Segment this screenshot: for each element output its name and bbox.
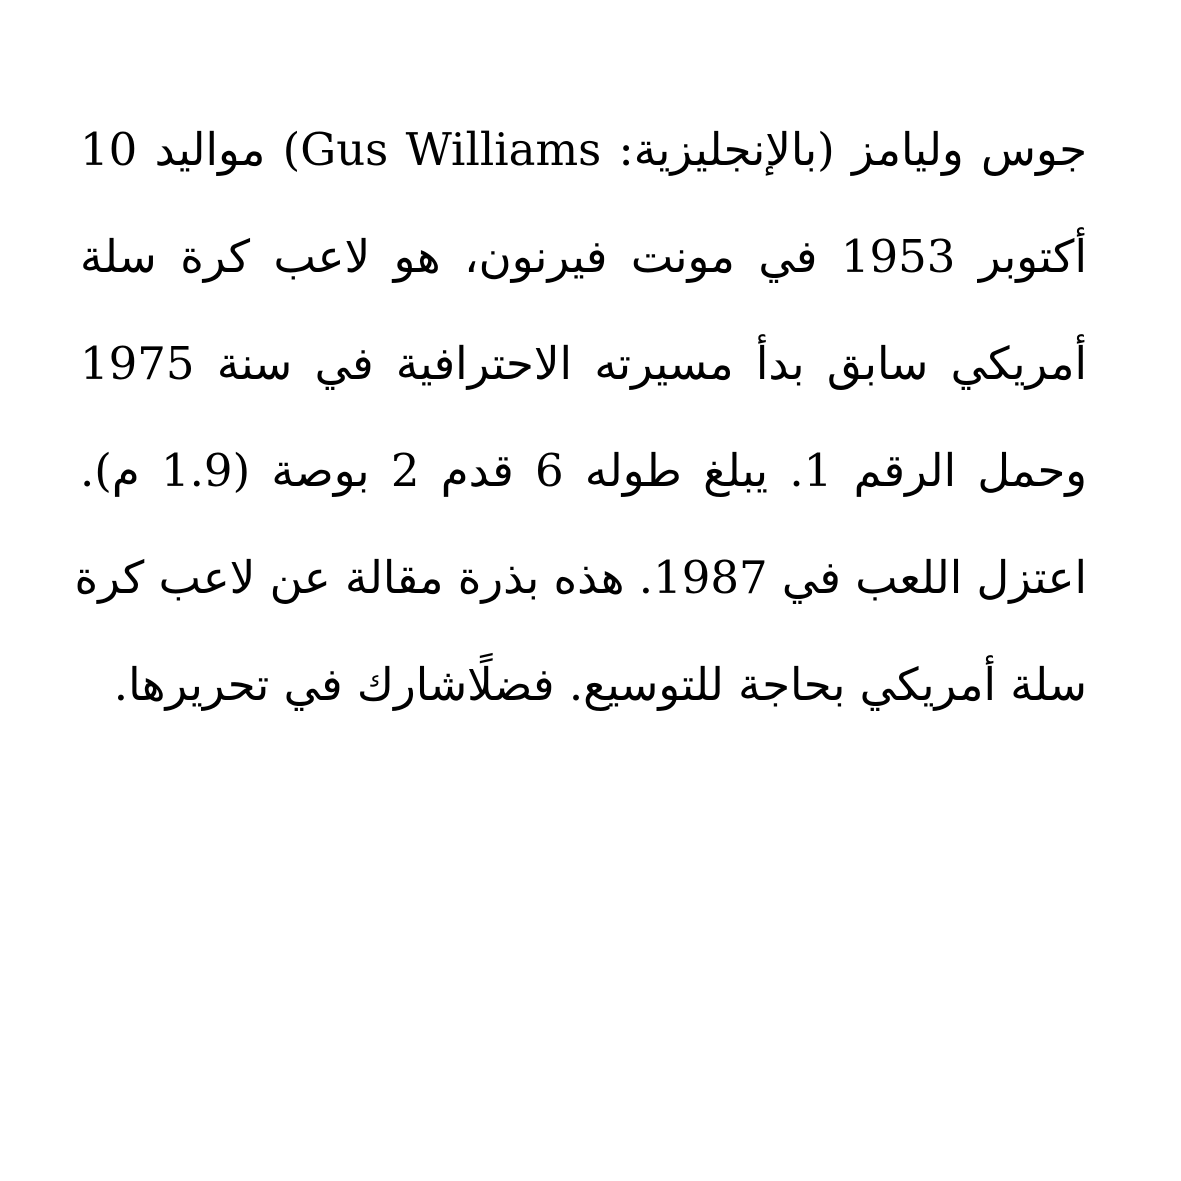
article-body — [74, 96, 1088, 738]
article-line: أمريكي سابق بدأ مسيرته الاحترافية في سنة 1975 — [80, 337, 1087, 390]
article-line: سلة أمريكي بحاجة للتوسيع. فضلًاشارك في تحريرها. — [113, 658, 1087, 711]
article-line: جوس وليامز (بالإنجليزية: Gus Williams) مواليد 10 — [80, 123, 1088, 176]
article-line: اعتزل اللعب في 1987. هذه بذرة مقالة عن لاعب كرة — [74, 551, 1087, 604]
article-line: وحمل الرقم 1. يبلغ طوله 6 قدم 2 بوصة (1.9 م). — [80, 444, 1087, 497]
article-line: أكتوبر 1953 في مونت فيرنون، هو لاعب كرة سلة — [80, 230, 1087, 283]
